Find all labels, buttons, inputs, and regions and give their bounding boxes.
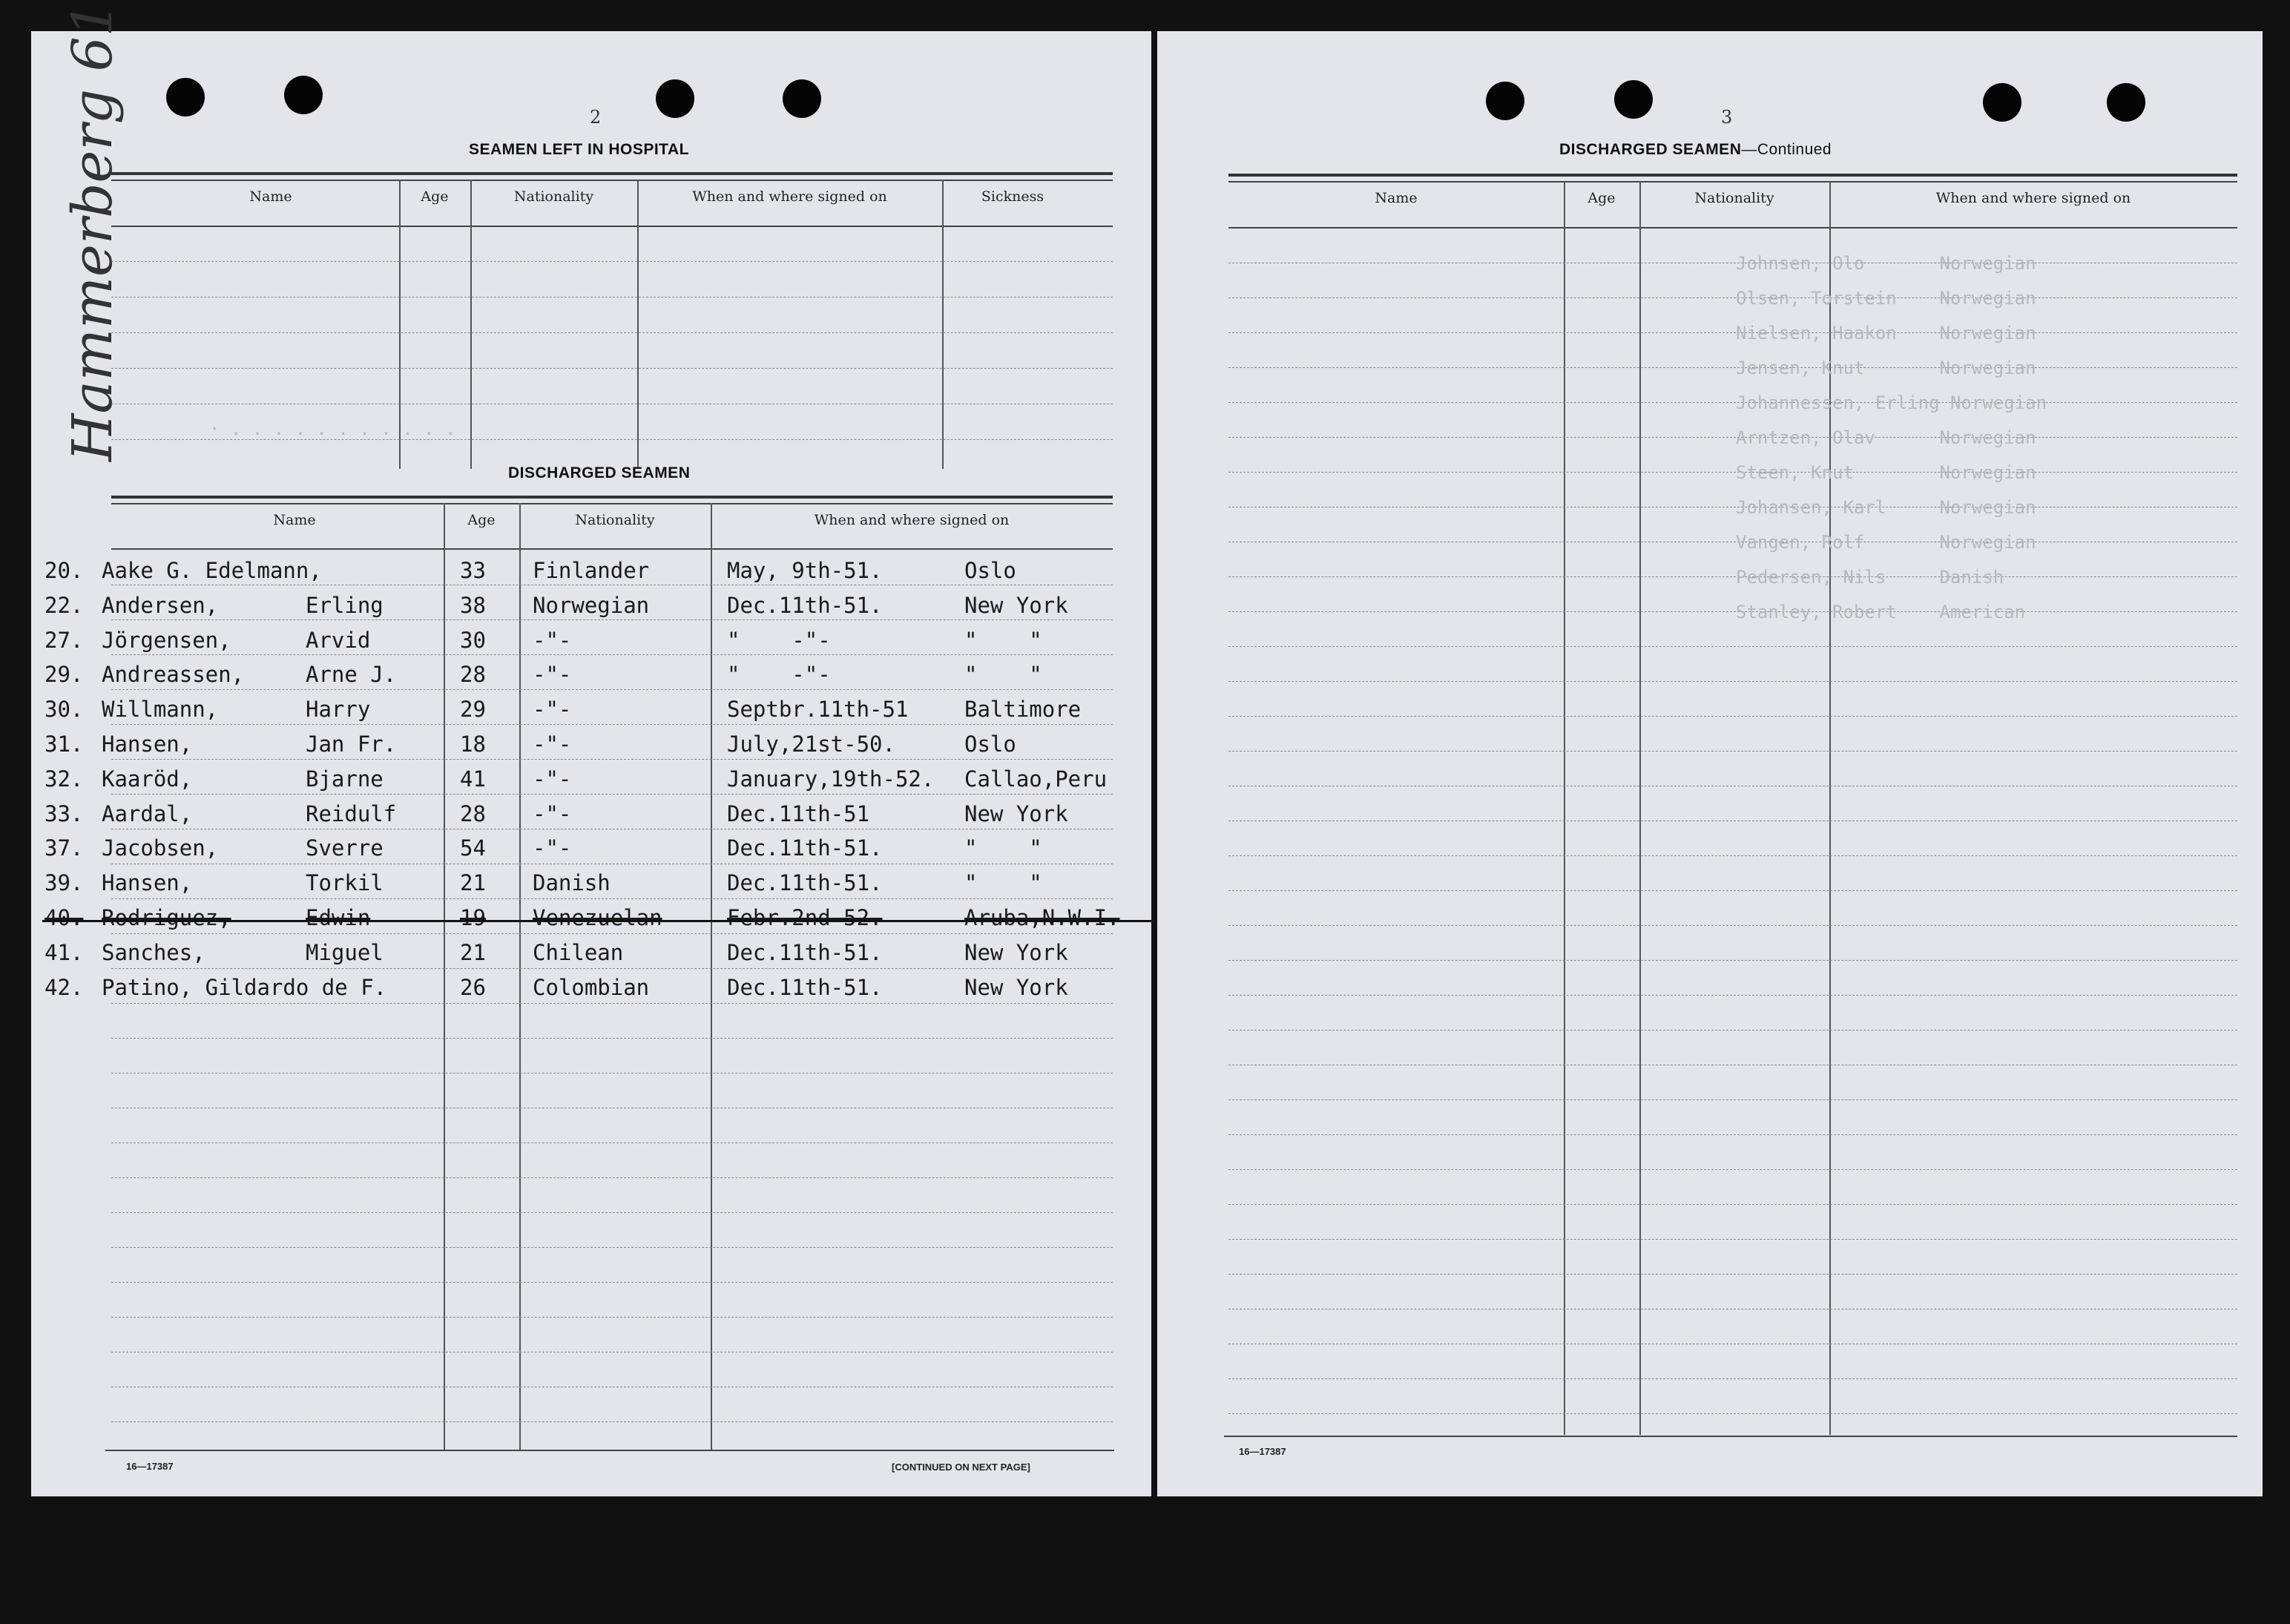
row-age: 28 [460,662,486,688]
row-no: 31. [45,732,84,757]
row-no: 42. [45,974,84,1000]
row-given: Torkil [306,870,384,896]
ruled-line [111,1317,1113,1318]
hospital-section-title: SEAMEN LEFT IN HOSPITAL [469,141,689,158]
row-place: New York [964,974,1068,1000]
ruled-line [1228,681,2237,682]
row-no: 32. [45,766,84,792]
row-nationality: Venezuelan [533,905,662,930]
ruled-line [1228,716,2237,717]
ruled-line [1228,402,2237,403]
discharged-col-signed-on: When and where signed on [814,512,1010,528]
punch-hole [783,79,821,118]
row-place: New York [964,801,1068,826]
row-date: Dec.11th-51. [727,835,883,861]
hospital-col-signed-on: When and where signed on [692,188,887,205]
row-date: May, 9th-51. [727,558,883,583]
row-surname: Aardal, [102,801,193,826]
row-nationality: -"- [533,801,572,826]
ruled-line [111,1177,1113,1178]
form-number: 16—17387 [1239,1446,1286,1457]
row-place: " " [964,835,1042,861]
discharged-continued-title [1559,141,1832,159]
ruled-line [1228,437,2237,438]
row-place: Callao,Peru [964,766,1108,792]
ruled-line [111,1247,1113,1248]
ruled-line [1228,1204,2237,1205]
ruled-line [111,1073,1113,1074]
ruled-line [1228,367,2237,368]
ruled-line [111,332,1113,333]
row-surname: Jacobsen, [102,835,219,861]
hospital-col-sickness: Sickness [981,188,1044,205]
ruled-line [1228,611,2237,612]
ruled-line [111,724,1113,725]
ruled-line [1228,1134,2237,1135]
row-place: " " [964,662,1042,688]
row-date: Septbr.11th-51 [727,697,909,723]
continued-col-nationality: Nationality [1694,190,1774,206]
row-surname: Jörgensen, [102,627,231,653]
ruled-line [111,898,1113,899]
row-nationality: -"- [533,662,572,688]
ruled-line [1228,1169,2237,1170]
row-place: Oslo [964,732,1016,757]
row-surname: Willmann, [102,697,219,723]
row-nationality: -"- [533,627,572,653]
row-age: 38 [460,592,486,618]
ruled-line [1228,960,2237,961]
row-given: Jan Fr. [306,732,397,757]
punch-hole [656,79,694,118]
ruled-line [1228,995,2237,996]
row-nationality: -"- [533,697,572,723]
hospital-col-nationality: Nationality [513,188,594,205]
ruled-line [111,1212,1113,1213]
row-no: 40. [45,905,84,930]
row-surname: Patino, Gildardo de F. [102,974,387,1000]
ruled-line [111,933,1113,934]
ruled-line [1228,332,2237,333]
page-number: 3 [1721,107,1733,128]
punch-hole [2107,83,2145,122]
row-age: 26 [460,974,486,1000]
row-no: 29. [45,662,84,688]
discharged-col-name: Name [273,512,316,528]
punch-hole [284,76,323,114]
row-no: 22. [45,592,84,618]
left-page: Hammerberg 61 2 SEAMEN LEFT IN HOSPITAL Name Age Nationality When and where signed on Sickness DISCHARGED SEAMEN Name Age Nationality When and where signed on 20. Aake G. Edelmann, 33 Finlander May, 9th-51. Oslo 22. Andersen, Erling 38 Norwegian Dec.11th-51. New York 27. Jörgensen, Arvid 30 -"- " -"- " " 29. Andreassen, Arne J. 28 -"- " -"- " " 30. Willmann, Harry 29 -"- Septbr.11th-51 Baltimore 31. Hansen, Jan Fr. 18 -"- July,21st-50. Oslo 32. Kaaröd, Bjarne 41 -"- January,19th-52. Callao,Peru 33. Aardal, Reidulf 28 -"- Dec.11th-51 New York 37. Jacobsen, Sverre 54 -"- Dec.11th-51. " " 39. Hansen, Torkil 21 Danish Dec.11th-51. " " 40. Rodriguez, Edwin 19 Venezuelan Febr.2nd-52. Aruba,N.W.I. 41. Sanches, Miguel 21 Chilean Dec.11th-51. New York 42. Patino, Gildardo de F. 26 Colombian Dec.11th-51. New York · . . . . . . . . . . . 16—17387 [CONTINUED ON NEXT PAGE] [31,31,1151,1496]
discharged-section-title: DISCHARGED SEAMEN [508,464,691,481]
row-age: 33 [460,558,486,583]
row-nationality: Finlander [533,558,650,583]
row-place: New York [964,939,1068,965]
ruled-line [1228,646,2237,647]
ruled-line [111,1282,1113,1283]
discharged-title-continued: —Continued [1741,141,1832,158]
row-age: 41 [460,766,486,792]
discharged-col-age: Age [467,512,496,528]
punch-hole [166,78,205,116]
right-page: 3 DISCHARGED SEAMEN—Continued Name Age Nationality When and where signed on Johnsen, Olo Norwegian Olsen, Torstein Norwegian Nielsen, Haakon Norwegian Jensen, Knut Norwegian Johannessen, Erling Norwegian Arntzen, Olav Norwegian Steen, Knut Norwegian Johansen, Karl Norwegian Vangen, Rolf Norwegian Pedersen, Nils Danish Stanley, Robert American 16—17387 [1157,31,2263,1496]
row-given: Miguel [306,939,384,965]
row-age: 29 [460,697,486,723]
hospital-col-name: Name [249,188,292,205]
punch-hole [1614,80,1653,119]
continued-col-signed-on: When and where signed on [1935,190,2131,206]
row-date: Febr.2nd-52. [727,905,883,930]
row-age: 19 [460,905,486,930]
row-nationality: -"- [533,835,572,861]
row-no: 30. [45,697,84,723]
row-surname: Sanches, [102,939,205,965]
page-number: 2 [590,107,602,128]
ruled-line [111,759,1113,760]
row-place: Aruba,N.W.I. [964,905,1120,930]
row-surname: Hansen, [102,870,193,896]
ruled-line [111,439,1113,440]
continued-note: [CONTINUED ON NEXT PAGE] [892,1462,1030,1473]
row-age: 21 [460,870,486,896]
ruled-line [111,794,1113,795]
ruled-line [111,1421,1113,1422]
punch-hole [1486,82,1524,120]
row-age: 21 [460,939,486,965]
discharged-title-bold: DISCHARGED SEAMEN [1559,141,1742,158]
row-surname: Andreassen, [102,662,245,688]
row-given: Edwin [306,905,371,930]
row-age: 54 [460,835,486,861]
row-no: 20. [45,558,84,583]
row-surname: Aake G. Edelmann, [102,558,322,583]
ruled-line [1228,1239,2237,1240]
row-nationality: -"- [533,766,572,792]
row-given: Sverre [306,835,384,861]
row-surname: Andersen, [102,592,219,618]
row-age: 18 [460,732,486,757]
row-place: " " [964,870,1042,896]
row-place: Baltimore [964,697,1082,723]
discharged-col-nationality: Nationality [575,512,655,528]
ruled-line [111,968,1113,969]
ruled-line [1228,1274,2237,1275]
row-given: Arne J. [306,662,397,688]
row-place: New York [964,592,1068,618]
ruled-line [111,261,1113,262]
ruled-line [1228,576,2237,577]
row-nationality: Norwegian [533,592,650,618]
row-date: January,19th-52. [727,766,935,792]
row-nationality: Colombian [533,974,650,1000]
strike-line [42,920,1151,922]
row-age: 30 [460,627,486,653]
row-surname: Rodriguez, [102,905,231,930]
row-date: " -"- [727,627,831,653]
ruled-line [1228,1378,2237,1379]
row-nationality: Danish [533,870,611,896]
ruled-line [1228,925,2237,926]
row-date: " -"- [727,662,831,688]
row-given: Bjarne [306,766,384,792]
continued-col-name: Name [1375,190,1418,206]
row-no: 27. [45,627,84,653]
ruled-line [1228,855,2237,856]
ruled-line [111,1038,1113,1039]
ruled-line [111,368,1113,369]
row-age: 28 [460,801,486,826]
row-surname: Hansen, [102,732,193,757]
hospital-col-age: Age [421,188,449,205]
row-date: Dec.11th-51. [727,592,883,618]
row-date: Dec.11th-51. [727,939,883,965]
ruled-line [1228,472,2237,473]
row-date: Dec.11th-51 [727,801,870,826]
row-given: Erling [306,592,384,618]
row-date: Dec.11th-51. [727,974,883,1000]
ruled-line [1228,1099,2237,1100]
row-given: Harry [306,697,371,723]
ruled-line [111,654,1113,655]
row-no: 37. [45,835,84,861]
ruled-line [1228,751,2237,752]
ruled-line [1228,890,2237,891]
ruled-line [111,689,1113,690]
row-place: Oslo [964,558,1016,583]
ruled-line [111,619,1113,620]
row-nationality: -"- [533,732,572,757]
ruled-line [1228,1413,2237,1414]
form-number: 16—17387 [126,1461,174,1472]
row-given: Reidulf [306,801,397,826]
row-no: 39. [45,870,84,896]
row-no: 41. [45,939,84,965]
row-nationality: Chilean [533,939,624,965]
row-given: Arvid [306,627,371,653]
row-surname: Kaaröd, [102,766,193,792]
ruled-line [1228,297,2237,298]
row-date: Dec.11th-51. [727,870,883,896]
handwritten-margin-note: Hammerberg 61 [61,1,125,461]
row-date: July,21st-50. [727,732,895,757]
row-place: " " [964,627,1042,653]
continued-col-age: Age [1587,190,1616,206]
punch-hole [1983,83,2021,122]
row-no: 33. [45,801,84,826]
ruled-line [111,1003,1113,1004]
